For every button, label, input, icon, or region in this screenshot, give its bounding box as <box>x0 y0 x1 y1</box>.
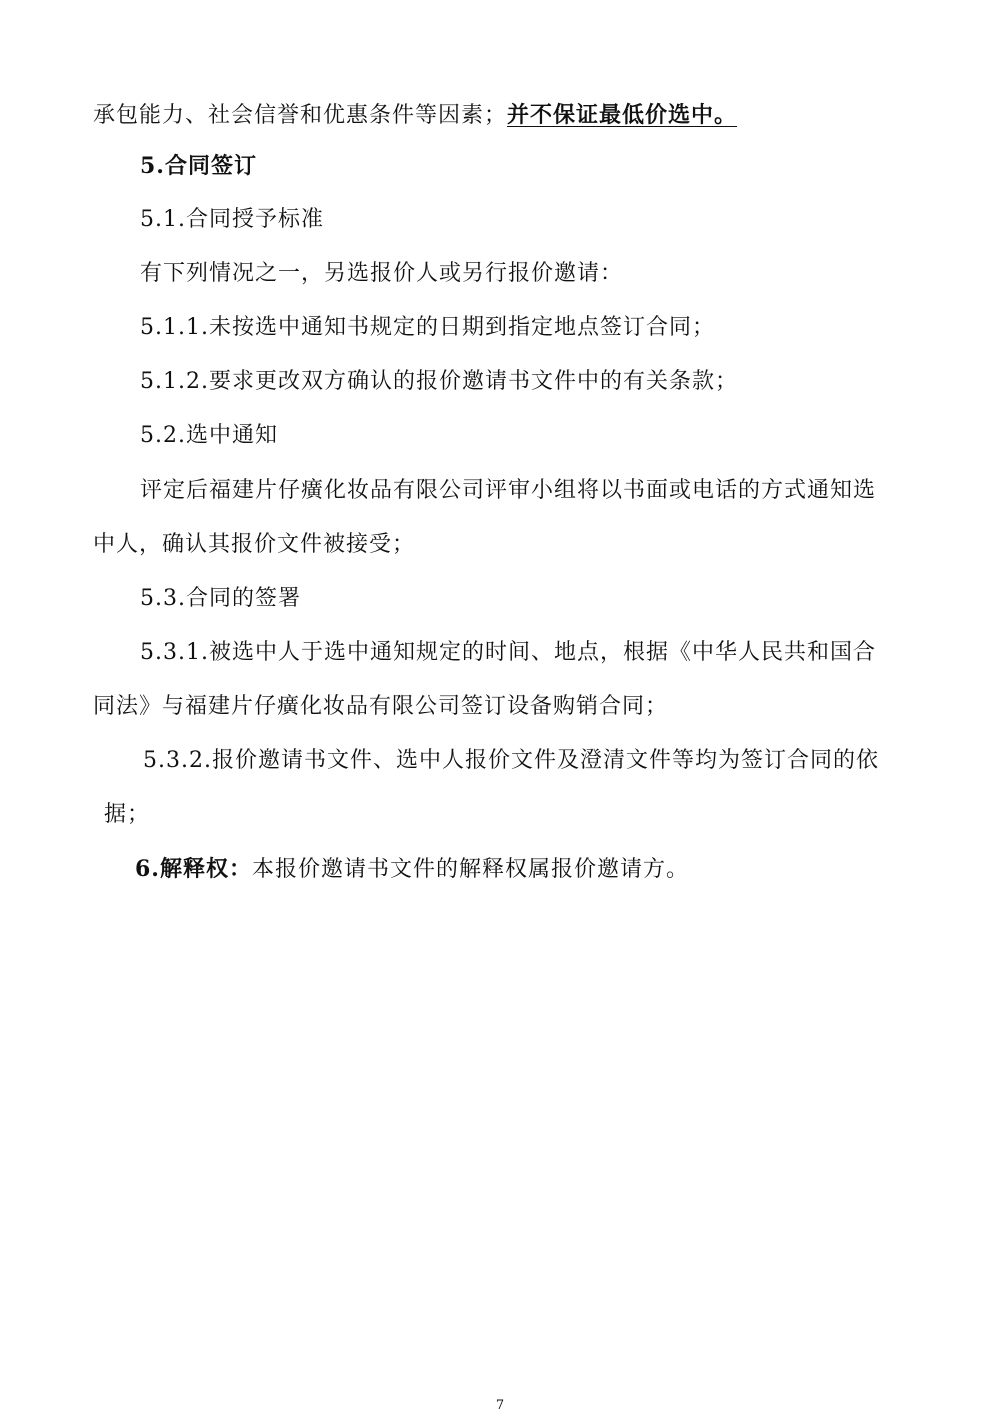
page-number: 7 <box>495 1398 505 1413</box>
list-item-5-3-1-line-2: 同法》与福建片仔癀化妆品有限公司签订设备购销合同； <box>93 694 669 719</box>
paragraph-notice-line-1: 评定后福建片仔癀化妆品有限公司评审小组将以书面或电话的方式通知选 <box>140 478 877 503</box>
list-item-5-3-2-line-2: 据； <box>104 802 151 827</box>
list-item-5-1-2: 5.1.2.要求更改双方确认的报价邀请书文件中的有关条款； <box>140 369 738 394</box>
paragraph-continuation <box>93 100 737 131</box>
subsection-heading-5-2: 5.2.选中通知 <box>140 423 278 448</box>
subsection-heading-5-1: 5.1.合同授予标准 <box>140 207 324 232</box>
section-heading-5: 5.合同签订 <box>140 153 257 179</box>
list-item-5-3-2-line-1: 5.3.2.报价邀请书文件、选中人报价文件及澄清文件等均为签订合同的依 <box>143 748 879 773</box>
subsection-heading-5-3: 5.3.合同的签署 <box>140 586 301 611</box>
list-item-5-3-1-line-1: 5.3.1.被选中人于选中通知规定的时间、地点，根据《中华人民共和国合 <box>140 640 876 665</box>
paragraph-alternative: 有下列情况之一，另选报价人或另行报价邀请： <box>140 261 624 286</box>
paragraph-text: 承包能力、社会信誉和优惠条件等因素； <box>93 103 508 128</box>
section-6-text: 本报价邀请书文件的解释权属报价邀请方。 <box>251 857 689 882</box>
list-item-5-1-1: 5.1.1.未按选中通知书规定的日期到指定地点签订合同； <box>140 315 715 340</box>
section-6-label: 6.解释权： <box>135 856 252 882</box>
section-6-interpretation <box>135 854 689 885</box>
emphasis-text: 并不保证最低价选中。 <box>507 102 738 128</box>
paragraph-notice-line-2: 中人，确认其报价文件被接受； <box>93 532 416 557</box>
